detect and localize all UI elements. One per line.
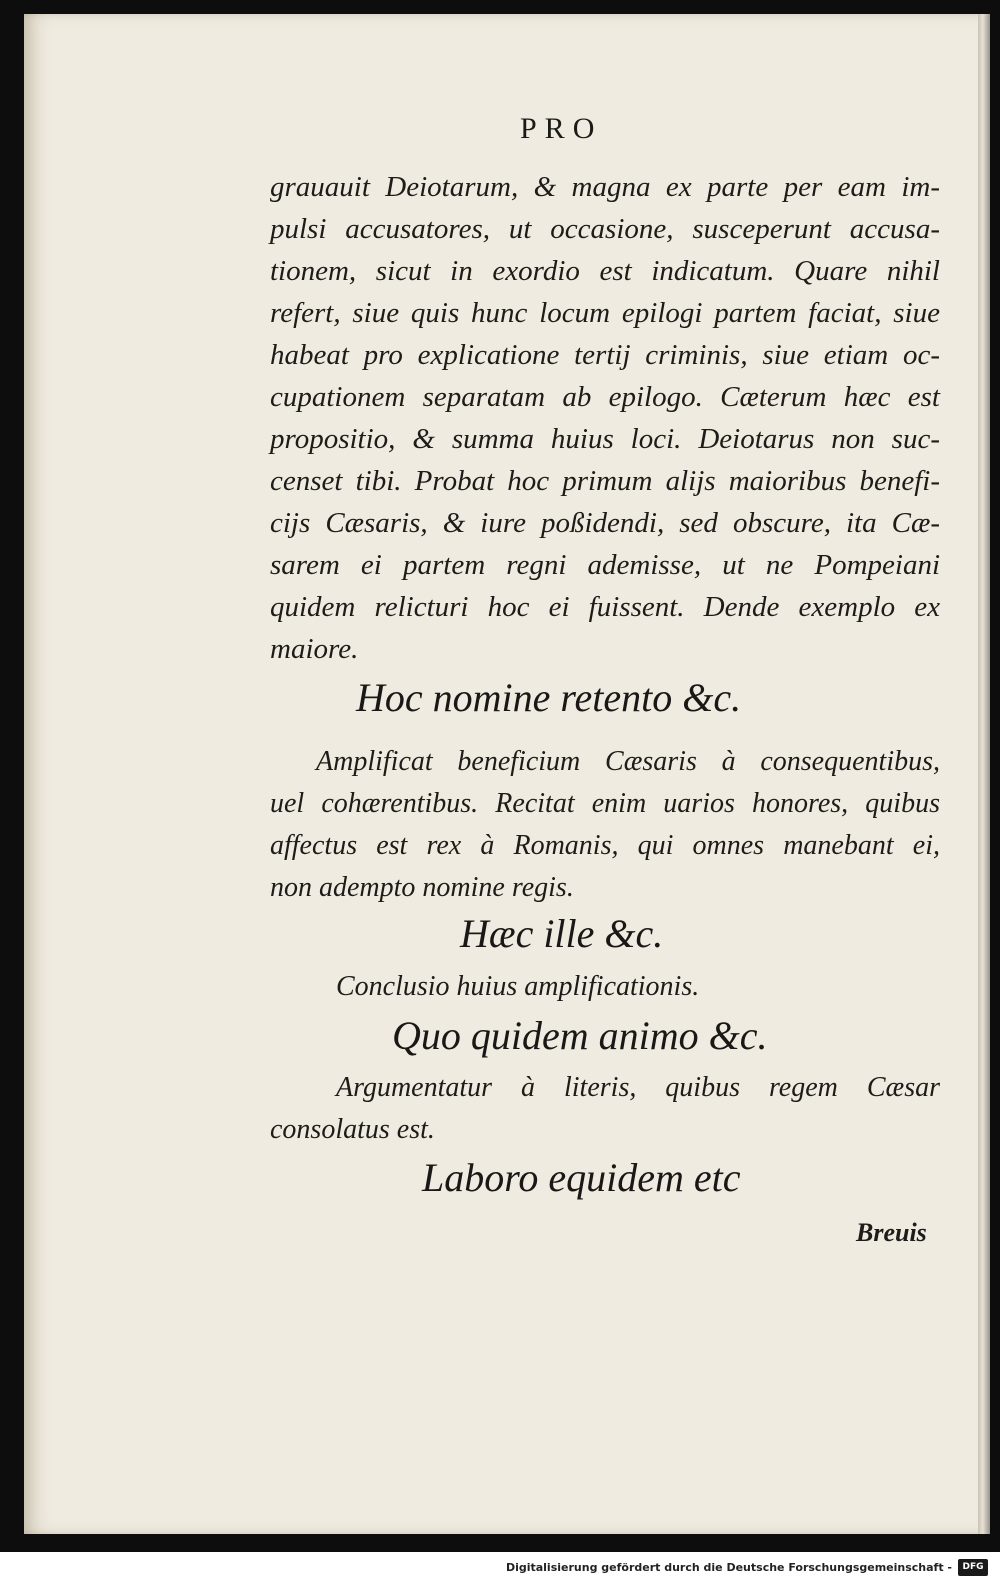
body-line: maiore. (270, 633, 359, 665)
body-line: cijs Cæsaris, & iure poßidendi, sed obscure, ita Cæ- (270, 507, 940, 539)
body-line: habeat pro explicatione tertij criminis, siue etiam oc- (270, 339, 940, 371)
body-line: tionem, sicut in exordio est indicatum. Quare nihil (270, 255, 940, 287)
catchword: Breuis (856, 1218, 927, 1247)
body-line: sarem ei partem regni ademisse, ut ne Pompeiani (270, 549, 940, 581)
body-line: refert, siue quis hunc locum epilogi partem faciat, siue (270, 297, 940, 329)
lemma-heading: Hoc nomine retento &c. (356, 675, 742, 720)
para-line: affectus est rex à Romanis, qui omnes manebant ei, (270, 830, 940, 861)
para-line: non adempto nomine regis. (270, 872, 574, 903)
body-line: quidem relicturi hoc ei fuissent. Dende exemplo ex (270, 591, 940, 623)
body-line: cupationem separatam ab epilogo. Cæterum hæc est (270, 381, 940, 413)
commentary-paragraph (270, 1066, 940, 1150)
dfg-logo: DFG (958, 1559, 988, 1576)
lemma-heading: Laboro equidem etc (422, 1155, 741, 1200)
funding-credit: Digitalisierung gefördert durch die Deutsche Forschungsgemeinschaft - (505, 1561, 952, 1574)
body-text (270, 166, 940, 670)
para-line: Amplificat beneficium Cæsaris à consequentibus, (316, 746, 940, 777)
lemma-heading: Hæc ille &c. (460, 911, 664, 956)
body-line: censet tibi. Probat hoc primum alijs maioribus benefi- (270, 465, 940, 497)
commentary-paragraph (270, 740, 940, 908)
page-edge (978, 14, 990, 1534)
lemma-heading: Quo quidem animo &c. (392, 1013, 768, 1058)
commentary-paragraph (336, 965, 1000, 1007)
body-line: grauauit Deiotarum, & magna ex parte per eam im- (270, 171, 940, 203)
para-line: consolatus est. (270, 1114, 435, 1145)
body-line: pulsi accusatores, ut occasione, susceperunt accusa- (270, 213, 940, 245)
running-title: PRO (520, 112, 603, 145)
para-line: uel cohærentibus. Recitat enim uarios honores, quibus (270, 788, 940, 819)
para-line: Conclusio huius amplificationis. (336, 971, 700, 1002)
para-line: Argumentatur à literis, quibus regem Cæsar (336, 1072, 940, 1103)
body-line: propositio, & summa huius loci. Deiotarus non suc- (270, 423, 940, 455)
footer-bar (0, 1552, 1000, 1583)
